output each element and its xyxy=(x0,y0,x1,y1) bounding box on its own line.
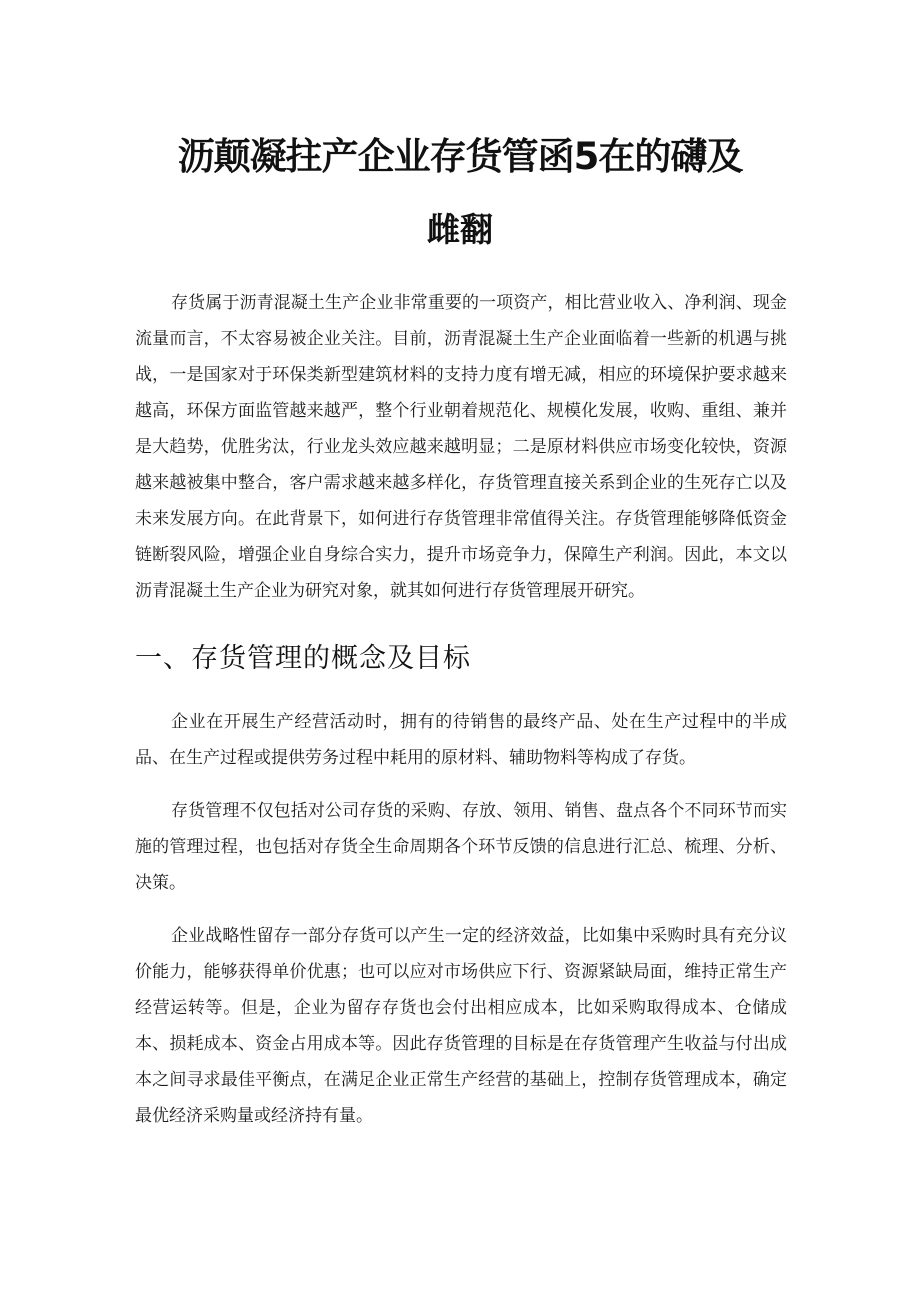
section-1-paragraph-1: 企业在开展生产经营活动时，拥有的待销售的最终产品、处在生产过程中的半成品、在生产过程或提供劳务过程中耗用的原材料、辅助物料等构成了存货。 xyxy=(135,712,787,768)
intro-paragraph: 存货属于沥青混凝土生产企业非常重要的一项资产，相比营业收入、净利润、现金流量而言，不太容易被企业关注。目前，沥青混凝土生产企业面临着一些新的机遇与挑战，一是国家对于环保类新型建筑材料的支持力度有增无减，相应的环境保护要求越来越高，环保方面监管越来越严，整个行业朝着规范化、规模化发展，收购、重组、兼并是大趋势，优胜劣汰，行业龙头效应越来越明显；二是原材料供应市场变化较快，资源越来越被集中整合，客户需求越来越多样化，存货管理直接关系到企业的生死存亡以及未来发展方向。在此背景下，如何进行存货管理非常值得关注。存货管理能够降低资金链断裂风险，增强企业自身综合实力，提升市场竞争力，保障生产利润。因此，本文以沥青混凝土生产企业为研究对象，就其如何进行存货管理展开研究。 xyxy=(135,293,787,601)
document-title-line-1: 沥颠凝拄产企业存货管函5在的礴及 xyxy=(177,135,743,178)
section-1-paragraph-2: 存货管理不仅包括对公司存货的采购、存放、领用、销售、盘点各个不同环节而实施的管理过程，也包括对存货全生命周期各个环节反馈的信息进行汇总、梳理、分析、决策。 xyxy=(135,801,787,893)
document-title-line-2: 雌翻 xyxy=(427,210,493,249)
section-1-heading: 一、存货管理的概念及目标 xyxy=(135,643,471,674)
section-1-paragraph-3: 企业战略性留存一部分存货可以产生一定的经济效益，比如集中采购时具有充分议价能力，能够获得单价优惠；也可以应对市场供应下行、资源紧缺局面，维持正常生产经营运转等。但是，企业为留存存货也会付出相应成本，比如采购取得成本、仓储成本、损耗成本、资金占用成本等。因此存货管理的目标是在存货管理产生收益与付出成本之间寻求最佳平衡点，在满足企业正常生产经营的基础上，控制存货管理成本，确定最优经济采购量或经济持有量。 xyxy=(135,926,787,1126)
